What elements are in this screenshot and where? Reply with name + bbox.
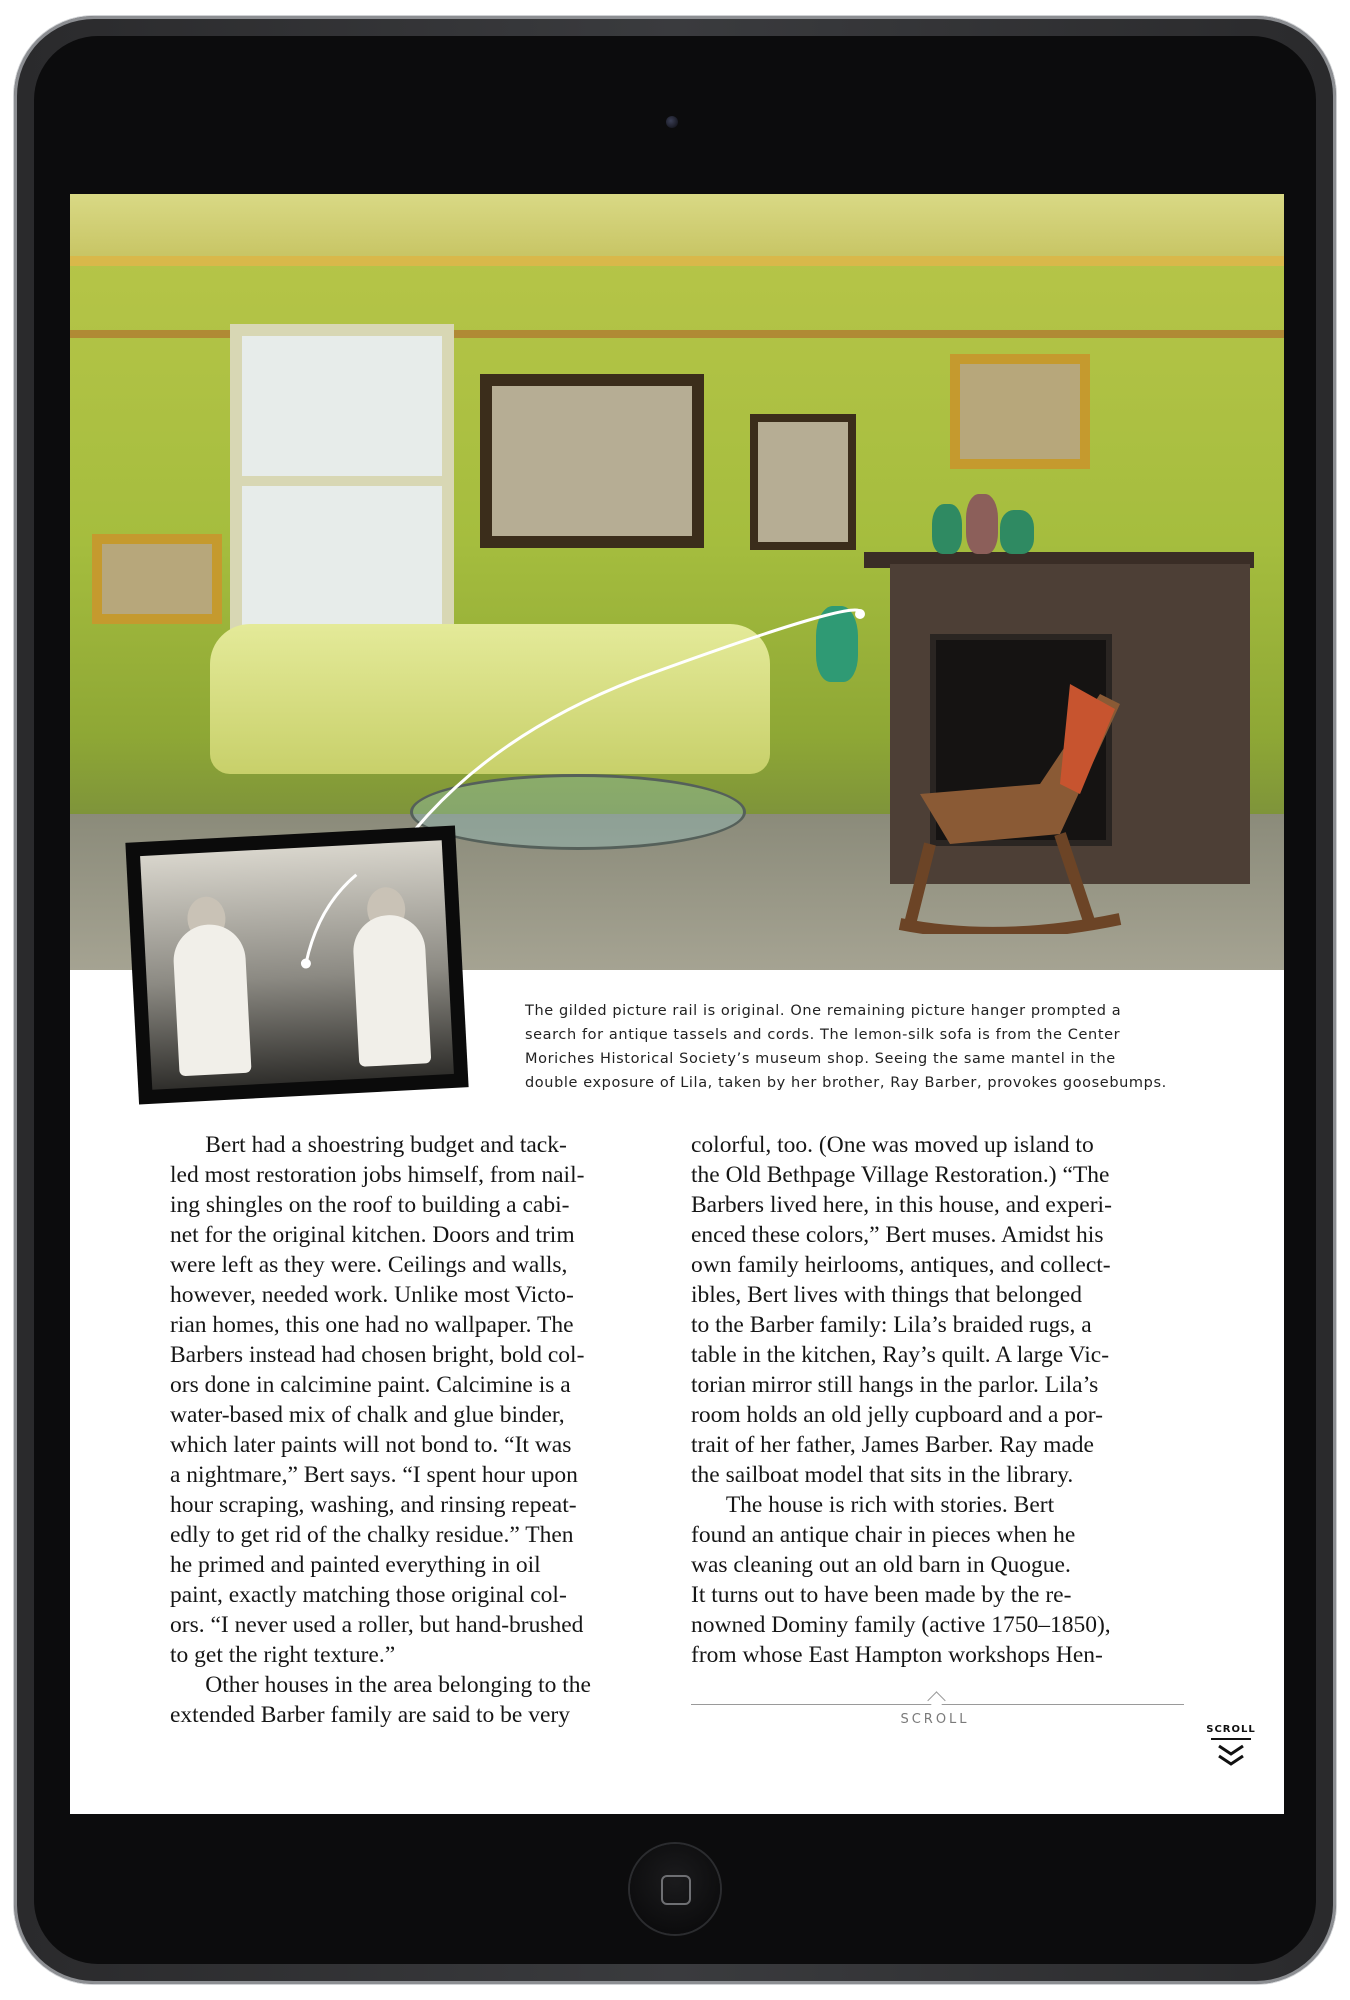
scroll-divider-label: SCROLL <box>900 1712 970 1727</box>
caret-up-icon <box>927 1691 945 1709</box>
body-column-right: colorful, too. (One was moved up island to the Old Bethpage Village Restoration.) “The Barbers lived here, in this house, and experi- enced these colors,” Bert muses. Amidst his own family heirlooms, antiques, and collect- ibles, Bert lives with things that belonged to the Barber family: Lila’s braided rugs, a table in the kitchen, Ray’s quilt. A large Vic- torian mirror still hangs in the parlor. Lila’s room holds an old jelly cupboard and a por- trait of her father, James Barber. Ray made the sailboat model that sits in the library. The house is rich with stories. Bert found an antique chair in pieces when he was cleaning out an old barn in Quogue. It turns out to have been made by the re- nowned Dominy family (active 1750–1850), from whose East Hampton workshops Hen- <box>691 1132 1112 1668</box>
vintage-photo-inset <box>125 826 468 1105</box>
magazine-page[interactable] <box>70 194 1284 1814</box>
home-button[interactable] <box>630 1844 720 1934</box>
scroll-button-label: SCROLL <box>1206 1724 1256 1735</box>
home-icon <box>661 1875 691 1905</box>
scroll-button[interactable] <box>1206 1724 1256 1773</box>
photo-caption: The gilded picture rail is original. One remaining picture hanger prompted a search for antique tassels and cords. The lemon-silk sofa is from the Center Moriches Historical Society’s museum shop. Seeing the same mantel in the double exposure of Lila, taken by her brother, Ray Barber, provokes goosebumps. <box>525 1003 1167 1091</box>
front-camera <box>666 116 678 128</box>
body-column-left: Bert had a shoestring budget and tack- led most restoration jobs himself, from nail- ing shingles on the roof to building a cabi- net for the original kitchen. Doors and trim were left as they were. Ceilings and walls, however, needed work. Unlike most Victo- rian homes, this one had no wallpaper. The Barbers instead had chosen bright, bold col- ors done in calcimine paint. Calcimine is a water-based mix of chalk and glue binder, which later paints will not bond to. “It was a nightmare,” Bert says. “I spent hour upon hour scraping, washing, and rinsing repeat- edly to get rid of the chalky residue.” Then he primed and painted everything in oil paint, exactly matching those original col- ors. “I never used a roller, but hand-brushed to get the right texture.” Other houses in the area belonging to the extended Barber family are said to be very <box>170 1132 591 1728</box>
double-chevron-down-icon <box>1216 1744 1246 1768</box>
